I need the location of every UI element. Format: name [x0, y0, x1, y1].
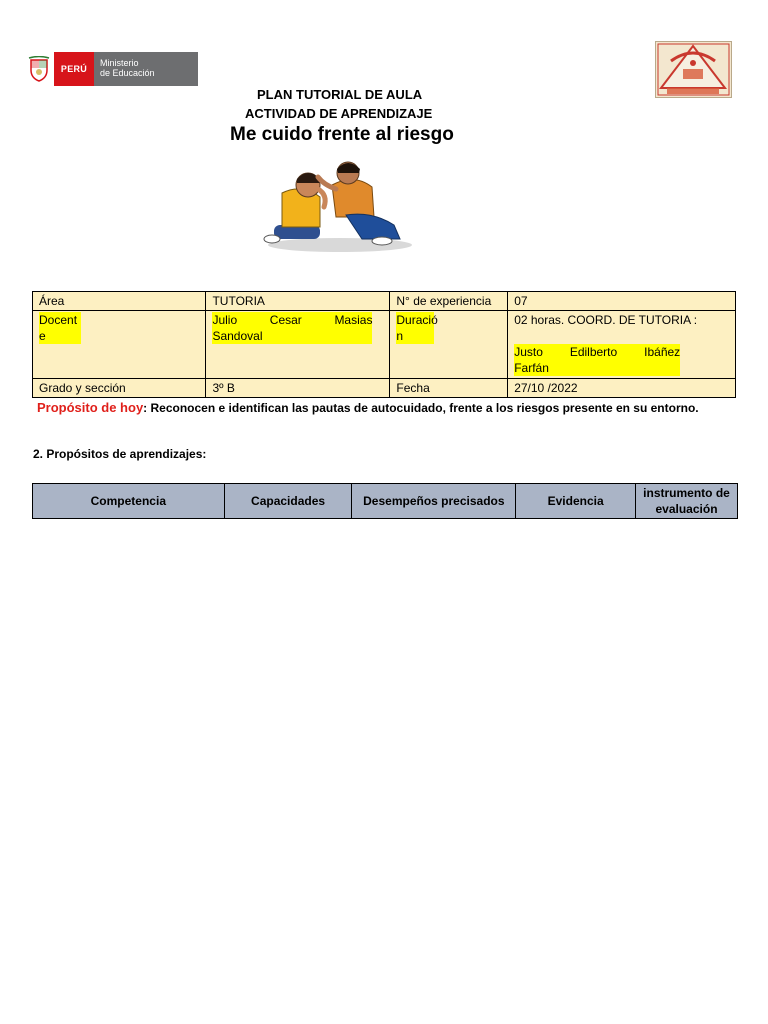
duration-label-line1: Duració — [396, 313, 438, 327]
coordinator-word: Ibáñez — [644, 345, 681, 359]
competency-table — [32, 483, 738, 519]
purpose-paragraph — [37, 400, 737, 416]
table-row — [33, 379, 736, 398]
date-value: 27/10 /2022 — [508, 379, 736, 398]
teacher-word: Masias — [334, 313, 373, 327]
ministry-line2: de Educación — [100, 68, 155, 78]
table-row — [33, 292, 736, 311]
experience-label: N° de experiencia — [390, 292, 508, 311]
purpose-label: Propósito de hoy — [37, 400, 144, 415]
teacher-label-cell — [33, 311, 206, 379]
coordinator-word: Edilberto — [569, 345, 618, 359]
coordinator-word: Justo — [514, 345, 543, 359]
coordinator-name-line2: Farfán — [514, 360, 680, 376]
duration-label-cell — [390, 311, 508, 379]
experience-value: 07 — [508, 292, 736, 311]
table-header-row — [33, 484, 738, 519]
header-desempenos: Desempeños precisados — [352, 484, 516, 519]
ministry-label — [94, 52, 198, 86]
duration-label-line2: n — [396, 328, 434, 344]
coordinator-name-line1 — [514, 344, 680, 360]
teacher-name-line1 — [212, 312, 372, 328]
peru-label: PERÚ — [54, 52, 94, 86]
teacher-name-line2: Sandoval — [212, 328, 372, 344]
children-illustration — [262, 155, 414, 255]
grade-label: Grado y sección — [33, 379, 206, 398]
header-competencia: Competencia — [33, 484, 225, 519]
header-capacidades: Capacidades — [224, 484, 352, 519]
header-instrumento: instrumento de evaluación — [636, 484, 738, 519]
school-emblem-icon — [655, 41, 732, 98]
info-table — [32, 291, 736, 398]
table-row — [33, 311, 736, 379]
teacher-word: Julio — [212, 313, 238, 327]
teacher-value-cell — [206, 311, 390, 379]
purpose-text: : Reconocen e identifican las pautas de autocuidado, frente a los riesgos presente en su entorno. — [143, 401, 699, 415]
page-title: Me cuido frente al riesgo — [230, 124, 454, 145]
date-label: Fecha — [390, 379, 508, 398]
duration-value-cell — [508, 311, 736, 379]
section-heading: 2. Propósitos de aprendizajes: — [33, 447, 207, 461]
ministry-line1: Ministerio — [100, 58, 139, 68]
plan-title: PLAN TUTORIAL DE AULA — [257, 87, 423, 102]
duration-value: 02 horas. COORD. DE TUTORIA : — [514, 313, 698, 327]
ministry-logo — [24, 52, 198, 86]
teacher-word: Cesar — [269, 313, 302, 327]
header-evidencia: Evidencia — [516, 484, 636, 519]
area-label: Área — [33, 292, 206, 311]
teacher-label-line1: Docent — [39, 312, 81, 328]
teacher-label-line2: e — [39, 328, 81, 344]
grade-value: 3º B — [206, 379, 390, 398]
coat-of-arms-icon — [24, 52, 54, 86]
activity-title: ACTIVIDAD DE APRENDIZAJE — [245, 106, 433, 121]
area-value: TUTORIA — [206, 292, 390, 311]
